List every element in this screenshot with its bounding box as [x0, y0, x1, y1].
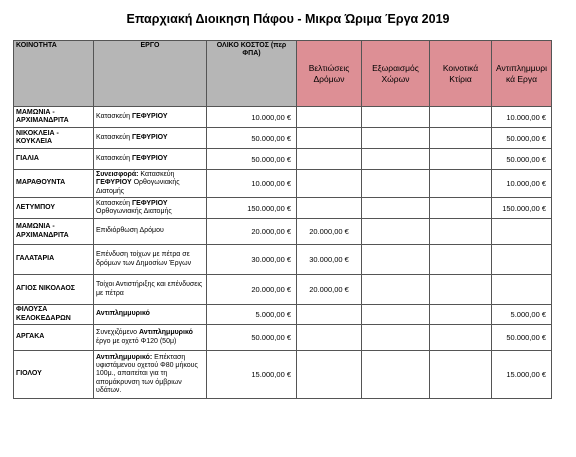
header-flood: Αντιπλημμυρι κά Εργα: [492, 41, 552, 107]
table-row: [14, 107, 552, 128]
header-buildings: Κοινοτικά Κτίρια: [430, 41, 492, 107]
table-row: [14, 219, 552, 245]
total-cost-cell: 50.000,00 €: [207, 149, 297, 170]
community-cell: ΓΙΑΛΙΑ: [14, 149, 94, 170]
table-row: [14, 325, 552, 351]
flood-cell: 15.000,00 €: [492, 351, 552, 399]
work-cell: [94, 107, 207, 128]
roads-cell: [297, 325, 362, 351]
community-cell: ΑΡΓΑΚΑ: [14, 325, 94, 351]
total-cost-cell: 5.000,00 €: [207, 305, 297, 325]
roads-cell: [297, 198, 362, 219]
roads-cell: [297, 128, 362, 149]
roads-cell: [297, 170, 362, 198]
spaces-cell: [362, 219, 430, 245]
work-text-work-mid: Κατασκεύη: [138, 171, 175, 178]
work-text-work-bold: Συνεισφορά:: [96, 171, 139, 178]
work-text-work-pre: Τοίχοι Αντιστήριξης και επένδυσεις με πέτρα: [96, 281, 203, 297]
buildings-cell: [430, 149, 492, 170]
roads-cell: [297, 351, 362, 399]
table-row: [14, 245, 552, 275]
work-text-work-bold: ΓΕΦΥΡΙΟΥ: [131, 133, 168, 141]
work-text-work-bold: Αντιπλημμυρικό: [139, 329, 193, 337]
work-cell: [94, 245, 207, 275]
work-text-work-post: Ορθογωνιακής Διατομής: [96, 208, 172, 216]
spaces-cell: [362, 245, 430, 275]
table-body: [14, 107, 552, 399]
work-cell: [94, 198, 207, 219]
roads-cell: 20.000,00 €: [297, 219, 362, 245]
buildings-cell: [430, 170, 492, 198]
buildings-cell: [430, 107, 492, 128]
work-text-work-bold: ΓΕΦΥΡΙΟΥ: [131, 154, 168, 162]
flood-cell: 150.000,00 €: [492, 198, 552, 219]
work-cell: [94, 325, 207, 351]
work-cell: [94, 149, 207, 170]
header-community: ΚΟΙΝΟΤΗΤΑ: [14, 41, 94, 107]
spaces-cell: [362, 149, 430, 170]
community-cell: ΓΑΛΑΤΑΡΙΑ: [14, 245, 94, 275]
spaces-cell: [362, 275, 430, 305]
total-cost-cell: 30.000,00 €: [207, 245, 297, 275]
total-cost-cell: 20.000,00 €: [207, 219, 297, 245]
flood-cell: 5.000,00 €: [492, 305, 552, 325]
flood-cell: [492, 275, 552, 305]
buildings-cell: [430, 128, 492, 149]
work-cell: [94, 219, 207, 245]
roads-cell: [297, 149, 362, 170]
flood-cell: 10.000,00 €: [492, 107, 552, 128]
work-text-work-pre: Κατασκεύη: [96, 154, 132, 162]
total-cost-cell: 50.000,00 €: [207, 128, 297, 149]
community-cell: ΦΙΛΟΥΣΑ ΚΕΛΟΚΕΔΑΡΩΝ: [14, 305, 94, 325]
work-text-work-bold: ΓΕΦΥΡΙΟΥ: [131, 199, 168, 207]
total-cost-cell: 50.000,00 €: [207, 325, 297, 351]
spaces-cell: [362, 128, 430, 149]
table-row: [14, 198, 552, 219]
buildings-cell: [430, 325, 492, 351]
work-text-work-pre: Κατασκεύη: [96, 112, 132, 120]
work-text-work-post: Ορθογωνιακής Διατομής: [96, 179, 180, 195]
work-text-work-pre: Κατασκεύη: [96, 199, 132, 207]
header-roads: Βελτιώσεις Δρόμων: [297, 41, 362, 107]
flood-cell: [492, 219, 552, 245]
work-cell: [94, 275, 207, 305]
table-row: [14, 149, 552, 170]
spaces-cell: [362, 305, 430, 325]
work-text-work-pre: Συνεχιζόμενο: [96, 329, 140, 337]
community-cell: ΝΙΚΟΚΛΕΙΑ - ΚΟΥΚΛΕΙΑ: [14, 128, 94, 149]
total-cost-cell: 10.000,00 €: [207, 170, 297, 198]
work-text-work-pre: Κατασκεύη: [96, 133, 132, 141]
work-cell: [94, 128, 207, 149]
flood-cell: 50.000,00 €: [492, 325, 552, 351]
table-row: [14, 128, 552, 149]
header-row: [14, 41, 552, 107]
work-text-work-bold2: ΓΕΦΥΡΙΟΥ: [96, 179, 132, 187]
community-cell: ΜΑΜΩΝΙΑ - ΑΡΧΙΜΑΝΔΡΙΤΑ: [14, 107, 94, 128]
spaces-cell: [362, 107, 430, 128]
table-row: [14, 305, 552, 325]
community-cell: ΜΑΜΩΝΙΑ - ΑΡΧΙΜΑΝΔΡΙΤΑ: [14, 219, 94, 245]
work-text-work-post: έργο με οχετό Φ120 (50μ): [96, 337, 177, 345]
community-cell: ΑΓΙΟΣ ΝΙΚΟΛΑΟΣ: [14, 275, 94, 305]
table-row: [14, 170, 552, 198]
spaces-cell: [362, 198, 430, 219]
community-cell: ΛΕΤΥΜΠΟΥ: [14, 198, 94, 219]
buildings-cell: [430, 219, 492, 245]
roads-cell: [297, 107, 362, 128]
table-row: [14, 275, 552, 305]
total-cost-cell: 20.000,00 €: [207, 275, 297, 305]
buildings-cell: [430, 245, 492, 275]
buildings-cell: [430, 198, 492, 219]
roads-cell: 30.000,00 €: [297, 245, 362, 275]
buildings-cell: [430, 305, 492, 325]
community-cell: ΜΑΡΑΘΟΥΝΤΑ: [14, 170, 94, 198]
total-cost-cell: 150.000,00 €: [207, 198, 297, 219]
work-text-work-bold: ΓΕΦΥΡΙΟΥ: [131, 112, 168, 120]
flood-cell: 10.000,00 €: [492, 170, 552, 198]
buildings-cell: [430, 275, 492, 305]
work-text-work-bold: Αντιπλημμυρικό:: [96, 353, 153, 361]
spaces-cell: [362, 170, 430, 198]
work-cell: [94, 170, 207, 198]
header-work: ΕΡΓΟ: [94, 41, 207, 107]
total-cost-cell: 10.000,00 €: [207, 107, 297, 128]
spaces-cell: [362, 325, 430, 351]
work-cell: [94, 305, 207, 325]
spaces-cell: [362, 351, 430, 399]
page-title: Επαρχιακή Διοικηση Πάφου - Μικρα Ώριμα Έργα 2019: [126, 12, 450, 26]
works-table: [13, 40, 552, 399]
roads-cell: 20.000,00 €: [297, 275, 362, 305]
buildings-cell: [430, 351, 492, 399]
work-text-work-pre: Επιδιόρθωση Δρόμου: [96, 227, 164, 235]
roads-cell: [297, 305, 362, 325]
work-text-work-post: Επέκταση υφιστάμενου οχετού Φ80 μήκους 100μ., απαιτείται για τη απομάκρυνση των όμβριων υδάτων.: [96, 353, 198, 395]
work-cell: [94, 351, 207, 399]
total-cost-cell: 15.000,00 €: [207, 351, 297, 399]
flood-cell: [492, 245, 552, 275]
flood-cell: 50.000,00 €: [492, 128, 552, 149]
work-text-work-bold: Αντιπλημμυρικό: [96, 310, 150, 318]
work-text-work-pre: Επένδυση τοίχων με πέτρα σε δρόμων των Δημοσίων Έργων: [96, 251, 192, 267]
flood-cell: 50.000,00 €: [492, 149, 552, 170]
table-row: [14, 351, 552, 399]
header-spaces: Εξωραισμός Χώρων: [362, 41, 430, 107]
community-cell: ΓΙΟΛΟΥ: [14, 351, 94, 399]
header-total-cost: ΟΛΙΚΟ ΚΟΣΤΟΣ (περ ΦΠΑ): [207, 41, 297, 107]
